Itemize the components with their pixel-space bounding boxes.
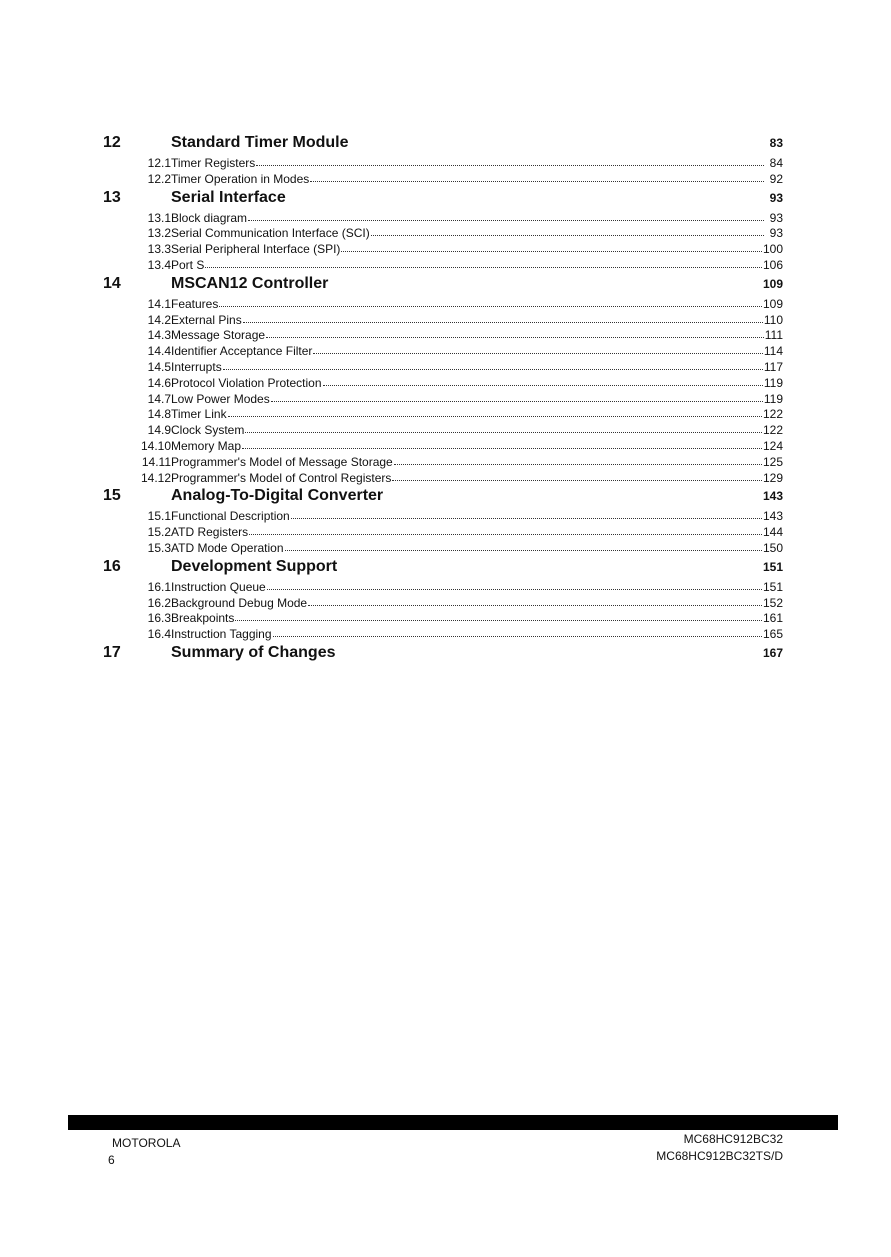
- section-page: 111: [764, 328, 783, 343]
- section-title: Background Debug Mode: [171, 595, 308, 610]
- section-page: 165: [762, 627, 783, 642]
- chapter-number: 14: [103, 274, 121, 292]
- toc-section[interactable]: [103, 297, 783, 313]
- section-title: Programmer's Model of Message Storage: [171, 454, 393, 469]
- section-title: Breakpoints: [171, 611, 235, 626]
- section-number: 15.2: [147, 525, 171, 540]
- section-title: Identifier Acceptance Filter: [171, 344, 313, 359]
- toc-section[interactable]: [103, 455, 783, 471]
- section-number: 14.3: [147, 328, 171, 343]
- section-title: Serial Communication Interface (SCI): [171, 226, 370, 241]
- dot-leader: [243, 312, 763, 323]
- toc-section[interactable]: [103, 156, 783, 172]
- toc-section[interactable]: [103, 172, 783, 188]
- section-title: Protocol Violation Protection: [171, 375, 322, 390]
- dot-leader: [308, 595, 762, 606]
- section-number: 16.3: [147, 611, 171, 626]
- toc-chapter[interactable]: [103, 644, 783, 666]
- footer-part-number: MC68HC912BC32: [683, 1132, 783, 1146]
- toc-section[interactable]: [103, 376, 783, 392]
- section-title: Interrupts: [171, 359, 222, 374]
- section-number: 15.1: [147, 509, 171, 524]
- section-title: Timer Operation in Modes: [171, 171, 310, 186]
- toc-section[interactable]: [103, 596, 783, 612]
- section-page: 161: [762, 611, 783, 626]
- section-number: 13.4: [147, 257, 171, 272]
- footer-page-number: 6: [108, 1153, 115, 1167]
- section-page: 143: [762, 509, 783, 524]
- section-number: 14.9: [147, 423, 171, 438]
- section-number: 15.3: [147, 540, 171, 555]
- section-page: 93: [769, 210, 783, 225]
- section-page: 150: [762, 540, 783, 555]
- section-number: 12.1: [147, 156, 171, 170]
- section-page: 129: [762, 470, 783, 485]
- section-title: Timer Registers: [171, 156, 256, 170]
- chapter-number: 16: [103, 557, 121, 575]
- section-page: 117: [763, 359, 783, 374]
- chapter-title: MSCAN12 Controller: [171, 274, 329, 292]
- section-number: 14.12: [140, 470, 171, 485]
- toc-section[interactable]: [103, 541, 783, 557]
- dot-leader: [249, 524, 762, 535]
- section-page: 124: [762, 438, 783, 453]
- section-page: 119: [763, 375, 783, 390]
- dot-leader: [285, 540, 762, 551]
- chapter-page: 151: [762, 559, 783, 574]
- toc-section[interactable]: [103, 313, 783, 329]
- section-title: Instruction Tagging: [171, 627, 272, 642]
- toc-section[interactable]: [103, 525, 783, 541]
- dot-leader: [242, 438, 762, 449]
- section-title: Programmer's Model of Control Registers: [171, 470, 392, 485]
- dot-leader: [323, 375, 763, 386]
- toc-section[interactable]: [103, 627, 783, 643]
- toc-chapter[interactable]: [103, 134, 783, 156]
- toc-section[interactable]: [103, 509, 783, 525]
- section-number: 14.2: [147, 312, 171, 327]
- section-number: 14.6: [147, 375, 171, 390]
- chapter-page: 109: [762, 276, 783, 291]
- toc-section[interactable]: [103, 242, 783, 258]
- toc-chapter[interactable]: [103, 487, 783, 509]
- section-title: Instruction Queue: [171, 579, 266, 594]
- dot-leader: [273, 626, 762, 637]
- section-title: Memory Map: [171, 438, 242, 453]
- dot-leader: [271, 391, 763, 402]
- toc-section[interactable]: [103, 423, 783, 439]
- chapter-title: Development Support: [171, 557, 338, 575]
- toc-section[interactable]: [103, 258, 783, 274]
- section-title: External Pins: [171, 312, 242, 327]
- section-page: 109: [762, 296, 783, 311]
- section-number: 13.1: [147, 210, 171, 225]
- dot-leader: [248, 210, 764, 221]
- dot-leader: [371, 225, 764, 236]
- chapter-number: 13: [103, 188, 121, 206]
- dot-leader: [392, 470, 762, 481]
- section-number: 14.1: [147, 296, 171, 311]
- section-number: 14.7: [147, 391, 171, 406]
- toc-chapter[interactable]: [103, 558, 783, 580]
- dot-leader: [245, 422, 762, 433]
- toc-section[interactable]: [103, 439, 783, 455]
- toc-section[interactable]: [103, 211, 783, 227]
- chapter-page: 143: [762, 489, 783, 504]
- dot-leader: [266, 327, 764, 338]
- section-number: 16.1: [147, 579, 171, 594]
- chapter-number: 15: [103, 487, 121, 505]
- section-page: 92: [769, 171, 783, 186]
- section-page: 106: [762, 257, 783, 272]
- section-number: 13.3: [147, 242, 171, 257]
- section-title: Functional Description: [171, 509, 290, 524]
- toc-section[interactable]: [103, 392, 783, 408]
- dot-leader: [219, 296, 762, 307]
- section-number: 14.10: [140, 438, 171, 453]
- section-number: 14.8: [147, 407, 171, 422]
- section-number: 14.4: [147, 344, 171, 359]
- toc-section[interactable]: [103, 611, 783, 627]
- dot-leader: [205, 257, 762, 268]
- chapter-number: 12: [103, 134, 121, 151]
- dot-leader: [310, 171, 764, 182]
- toc-section[interactable]: [103, 471, 783, 487]
- dot-leader: [291, 508, 762, 519]
- section-title: Block diagram: [171, 210, 248, 225]
- section-page: 84: [769, 156, 783, 170]
- section-title: Features: [171, 296, 219, 311]
- section-page: 122: [762, 423, 783, 438]
- toc-chapter[interactable]: [103, 275, 783, 297]
- section-page: 151: [762, 579, 783, 594]
- dot-leader: [228, 406, 762, 417]
- toc-section[interactable]: [103, 328, 783, 344]
- section-page: 125: [762, 454, 783, 469]
- section-number: 12.2: [147, 171, 171, 186]
- dot-leader: [256, 155, 764, 166]
- section-title: Timer Link: [171, 407, 227, 422]
- section-page: 144: [762, 525, 783, 540]
- toc-section[interactable]: [103, 407, 783, 423]
- section-title: Port S: [171, 257, 205, 272]
- section-page: 100: [762, 242, 783, 257]
- section-page: 122: [762, 407, 783, 422]
- section-title: Message Storage: [171, 328, 266, 343]
- dot-leader: [235, 610, 762, 621]
- section-number: 16.2: [147, 595, 171, 610]
- section-page: 93: [769, 226, 783, 241]
- section-number: 16.4: [147, 627, 171, 642]
- section-page: 152: [762, 595, 783, 610]
- section-title: Serial Peripheral Interface (SPI): [171, 242, 341, 257]
- toc-chapter[interactable]: [103, 189, 783, 211]
- chapter-page: 167: [762, 645, 783, 660]
- section-page: 114: [763, 344, 783, 359]
- table-of-contents: [103, 133, 783, 666]
- toc-section[interactable]: [103, 226, 783, 242]
- chapter-page: 93: [769, 190, 783, 205]
- footer-doc-number: MC68HC912BC32TS/D: [656, 1149, 783, 1163]
- dot-leader: [267, 579, 762, 590]
- chapter-title: Analog-To-Digital Converter: [171, 487, 384, 505]
- chapter-page: 83: [769, 136, 783, 150]
- chapter-title: Serial Interface: [171, 188, 286, 206]
- toc-section[interactable]: [103, 344, 783, 360]
- dot-leader: [313, 343, 762, 354]
- chapter-title: Summary of Changes: [171, 643, 336, 661]
- section-page: 110: [763, 312, 783, 327]
- section-page: 119: [763, 391, 783, 406]
- section-number: 13.2: [147, 226, 171, 241]
- dot-leader: [341, 241, 762, 252]
- dot-leader: [394, 454, 762, 465]
- section-title: Clock System: [171, 423, 245, 438]
- toc-section[interactable]: [103, 580, 783, 596]
- toc-section[interactable]: [103, 360, 783, 376]
- footer-rule: [68, 1115, 838, 1130]
- chapter-title: Standard Timer Module: [171, 134, 349, 151]
- section-title: ATD Registers: [171, 525, 249, 540]
- section-title: ATD Mode Operation: [171, 540, 284, 555]
- section-number: 14.11: [141, 454, 171, 469]
- footer-company: MOTOROLA: [112, 1136, 181, 1150]
- chapter-number: 17: [103, 643, 121, 661]
- section-title: Low Power Modes: [171, 391, 270, 406]
- dot-leader: [223, 359, 763, 370]
- section-number: 14.5: [147, 359, 171, 374]
